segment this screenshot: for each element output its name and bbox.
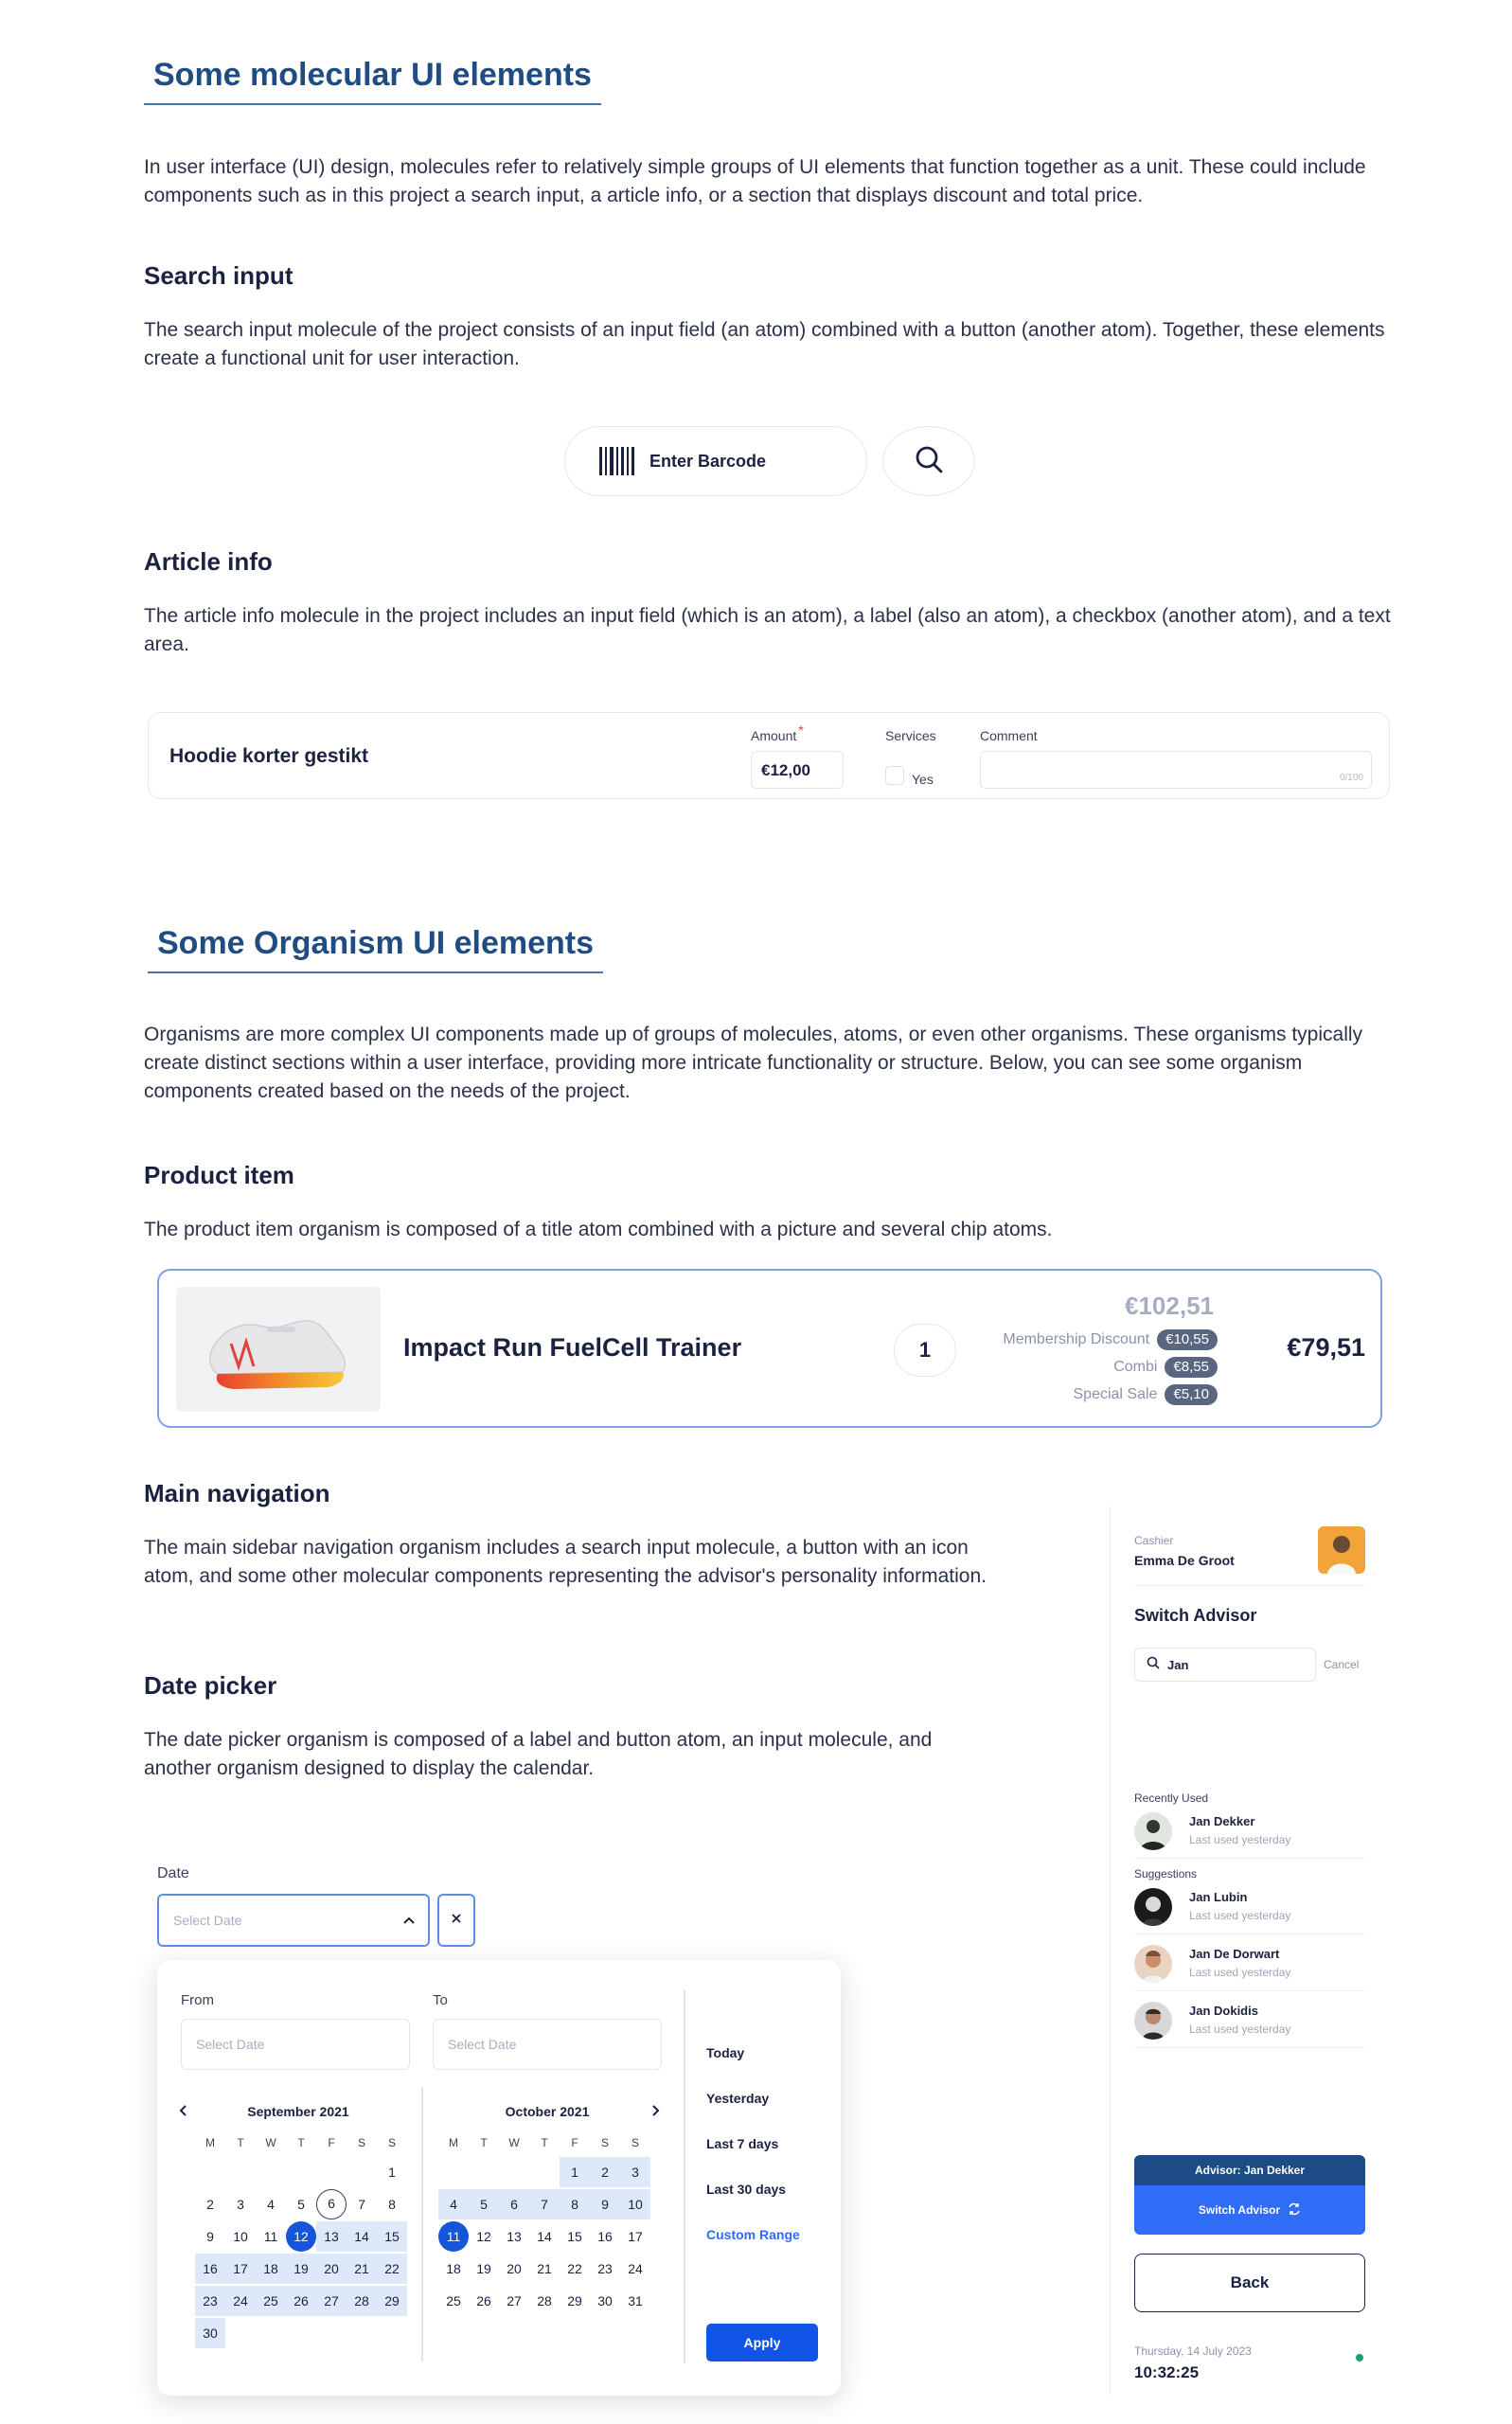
from-label: From bbox=[181, 1992, 214, 2008]
advisor-name: Jan De Dorwart bbox=[1189, 1947, 1280, 1961]
calendar-day[interactable]: 3 bbox=[620, 2157, 650, 2187]
weekday-label: T bbox=[541, 2136, 548, 2149]
calendar-day[interactable]: 17 bbox=[225, 2254, 256, 2284]
calendar-day[interactable]: 1 bbox=[560, 2157, 590, 2187]
calendar-day[interactable]: 28 bbox=[537, 2293, 552, 2308]
comment-counter: 0/100 bbox=[1339, 773, 1363, 783]
article-info-heading: Article info bbox=[144, 547, 273, 576]
calendar-day[interactable]: 2 bbox=[206, 2197, 214, 2212]
weekday-label: S bbox=[357, 2136, 365, 2149]
product-name: Impact Run FuelCell Trainer bbox=[403, 1333, 742, 1362]
cashier-label: Cashier bbox=[1134, 1534, 1174, 1547]
main-navigation-description: The main sidebar navigation organism includes a search input molecule, a button with an icon atom, and some other molecular components representing the advisor's personality information. bbox=[144, 1537, 987, 1587]
calendar-day[interactable]: 17 bbox=[628, 2229, 643, 2244]
to-placeholder: Select Date bbox=[448, 2037, 517, 2052]
calendar-day[interactable]: 20 bbox=[507, 2261, 522, 2276]
calendar-day[interactable]: 23 bbox=[195, 2286, 225, 2316]
advisor-avatar bbox=[1134, 1812, 1172, 1850]
calendar-day[interactable]: 19 bbox=[476, 2261, 491, 2276]
calendar-day[interactable]: 24 bbox=[225, 2286, 256, 2316]
calendar-day[interactable]: 6 bbox=[499, 2189, 529, 2219]
chevron-right-icon[interactable] bbox=[649, 2104, 661, 2122]
sidebar-divider bbox=[1134, 1990, 1365, 1991]
calendar-day[interactable]: 25 bbox=[256, 2286, 286, 2316]
calendar-day[interactable]: 22 bbox=[377, 2254, 407, 2284]
calendar-day[interactable]: 25 bbox=[446, 2293, 461, 2308]
chevron-up-icon bbox=[401, 1913, 417, 1931]
chevron-left-icon[interactable] bbox=[178, 2104, 189, 2122]
cashier-avatar-icon bbox=[1318, 1526, 1365, 1574]
calendar-day[interactable]: 16 bbox=[597, 2229, 613, 2244]
advisor-list-item[interactable] bbox=[1134, 1886, 1365, 1928]
preset-divider bbox=[684, 1990, 685, 2363]
sidebar-divider bbox=[1134, 1585, 1365, 1586]
weekday-label: T bbox=[237, 2136, 244, 2149]
back-button[interactable]: Back bbox=[1134, 2254, 1365, 2312]
calendar-day[interactable]: 24 bbox=[628, 2261, 643, 2276]
discount-label: Special Sale bbox=[1073, 1386, 1158, 1402]
calendar-day[interactable]: 18 bbox=[446, 2261, 461, 2276]
advisor-last-used: Last used yesterday bbox=[1189, 1833, 1291, 1846]
advisor-avatar bbox=[1134, 2002, 1172, 2040]
apply-button[interactable]: Apply bbox=[706, 2324, 818, 2362]
sidebar-divider bbox=[1134, 1858, 1365, 1859]
discount-chip: €8,55 bbox=[1165, 1357, 1218, 1378]
calendar-day[interactable]: 28 bbox=[347, 2286, 377, 2316]
calendar-day[interactable]: 21 bbox=[537, 2261, 552, 2276]
services-option: Yes bbox=[912, 772, 934, 787]
discount-row bbox=[1074, 1384, 1218, 1405]
calendar-day[interactable]: 10 bbox=[620, 2189, 650, 2219]
advisor-name: Jan Dokidis bbox=[1189, 2004, 1258, 2018]
recently-used-label: Recently Used bbox=[1134, 1791, 1209, 1805]
preset-today[interactable]: Today bbox=[706, 2045, 745, 2060]
original-price: €102,51 bbox=[1125, 1292, 1214, 1320]
calendar-day[interactable]: 20 bbox=[316, 2254, 347, 2284]
left-month-title: September 2021 bbox=[247, 2104, 349, 2119]
calendar-day[interactable]: 14 bbox=[347, 2221, 377, 2252]
search-icon bbox=[914, 444, 944, 479]
preset-last-30-days[interactable]: Last 30 days bbox=[706, 2182, 787, 2197]
barcode-placeholder: Enter Barcode bbox=[649, 451, 767, 471]
amount-label: Amount * bbox=[751, 722, 804, 743]
calendar-day[interactable]: 7 bbox=[358, 2197, 365, 2212]
calendar-day[interactable]: 6 bbox=[316, 2189, 347, 2219]
calendar-day[interactable]: 11 bbox=[438, 2221, 469, 2252]
suggestions-label: Suggestions bbox=[1134, 1867, 1198, 1880]
calendar-day[interactable]: 16 bbox=[195, 2254, 225, 2284]
comment-label: Comment bbox=[980, 728, 1038, 743]
article-info-card bbox=[148, 712, 1390, 799]
cashier-name: Emma De Groot bbox=[1134, 1553, 1235, 1568]
date-select-placeholder: Select Date bbox=[173, 1913, 242, 1928]
services-checkbox[interactable] bbox=[885, 766, 904, 785]
calendar-day[interactable]: 5 bbox=[469, 2189, 499, 2219]
calendar-day[interactable]: 27 bbox=[316, 2286, 347, 2316]
status-indicator bbox=[1356, 2354, 1363, 2362]
date-select-field[interactable] bbox=[157, 1894, 430, 1947]
date-picker-panel bbox=[157, 1960, 841, 2396]
barcode-search-field[interactable] bbox=[564, 426, 867, 496]
sidebar-border bbox=[1110, 1506, 1111, 2396]
cancel-link[interactable]: Cancel bbox=[1324, 1658, 1360, 1671]
to-label: To bbox=[433, 1992, 448, 2008]
advisor-last-used: Last used yesterday bbox=[1189, 1966, 1291, 1979]
calendar-day[interactable]: 22 bbox=[567, 2261, 582, 2276]
calendar-day[interactable]: 21 bbox=[347, 2254, 377, 2284]
product-item-description: The product item organism is composed of a title atom combined with a picture and several chip atoms. bbox=[144, 1219, 1053, 1240]
calendar-day[interactable]: 29 bbox=[377, 2286, 407, 2316]
barcode-icon bbox=[597, 445, 635, 477]
calendar-day[interactable]: 4 bbox=[438, 2189, 469, 2219]
advisor-name: Jan Dekker bbox=[1189, 1814, 1255, 1828]
weekday-label: M bbox=[449, 2136, 458, 2149]
calendar-day[interactable]: 13 bbox=[507, 2229, 522, 2244]
calendar-day[interactable]: 31 bbox=[628, 2293, 643, 2308]
from-date-input[interactable] bbox=[181, 2019, 410, 2070]
advisor-last-used: Last used yesterday bbox=[1189, 1909, 1291, 1922]
weekday-label: S bbox=[631, 2136, 639, 2149]
calendar-day[interactable]: 8 bbox=[388, 2197, 396, 2212]
advisor-name: Jan Lubin bbox=[1189, 1890, 1248, 1904]
calendar-day[interactable]: 10 bbox=[233, 2229, 248, 2244]
calendar-day[interactable]: 12 bbox=[476, 2229, 491, 2244]
calendar-day[interactable]: 5 bbox=[297, 2197, 305, 2212]
shoe-icon bbox=[176, 1287, 381, 1412]
weekday-label: S bbox=[600, 2136, 609, 2149]
left-calendar-grid bbox=[195, 2136, 407, 2363]
preset-custom-range[interactable]: Custom Range bbox=[706, 2227, 800, 2242]
calendar-day[interactable]: 8 bbox=[560, 2189, 590, 2219]
date-picker-description: The date picker organism is composed of a label and button atom, an input molecule, and another organism designed to display the calendar. bbox=[144, 1729, 933, 1779]
calendar-day[interactable]: 19 bbox=[286, 2254, 316, 2284]
weekday-label: W bbox=[508, 2136, 520, 2149]
preset-yesterday[interactable]: Yesterday bbox=[706, 2091, 770, 2106]
product-item-heading: Product item bbox=[144, 1161, 294, 1189]
advisor-banner: Advisor: Jan Dekker bbox=[1134, 2155, 1365, 2185]
calendar-day[interactable]: 13 bbox=[316, 2221, 347, 2252]
advisor-list-item[interactable] bbox=[1134, 1810, 1365, 1852]
discount-chip: €10,55 bbox=[1157, 1329, 1218, 1350]
calendar-day[interactable]: 30 bbox=[195, 2318, 225, 2348]
calendar-day[interactable]: 30 bbox=[597, 2293, 613, 2308]
advisor-search-input[interactable] bbox=[1134, 1648, 1316, 1682]
product-image bbox=[176, 1287, 381, 1412]
calendar-day[interactable]: 9 bbox=[206, 2229, 214, 2244]
discount-chip: €5,10 bbox=[1165, 1384, 1218, 1405]
discount-row bbox=[1113, 1357, 1218, 1378]
calendar-day[interactable]: 1 bbox=[388, 2165, 396, 2180]
total-price: €79,51 bbox=[1287, 1333, 1365, 1362]
calendar-day[interactable]: 4 bbox=[267, 2197, 275, 2212]
organism-intro: Organisms are more complex UI components made up of groups of molecules, atoms, or even other organisms. These organisms typically create distinct sections within a user interface, providing more intricate functionality or structure. Below, you can see some organism components created based on the needs of the project. bbox=[144, 1024, 1363, 1102]
molecular-intro: In user interface (UI) design, molecules refer to relatively simple groups of UI elements that function together as a unit. These could include components such as in this project a search input, a article info, or a section that displays discount and total price. bbox=[144, 156, 1366, 206]
preset-last-7-days[interactable]: Last 7 days bbox=[706, 2136, 779, 2151]
weekday-label: T bbox=[480, 2136, 488, 2149]
quantity-stepper[interactable]: 1 bbox=[894, 1324, 956, 1377]
switch-advisor-button[interactable] bbox=[1134, 2185, 1365, 2235]
current-time: 10:32:25 bbox=[1134, 2363, 1200, 2381]
date-label: Date bbox=[157, 1865, 189, 1881]
search-input-heading: Search input bbox=[144, 261, 294, 290]
sidebar-divider bbox=[1134, 2047, 1365, 2048]
calendar-day[interactable]: 27 bbox=[507, 2293, 522, 2308]
discount-label: Combi bbox=[1113, 1359, 1158, 1375]
weekday-label: F bbox=[328, 2136, 335, 2149]
calendar-day[interactable]: 23 bbox=[597, 2261, 613, 2276]
right-month-title: October 2021 bbox=[505, 2104, 590, 2119]
calendar-day[interactable]: 3 bbox=[237, 2197, 244, 2212]
article-name: Hoodie korter gestikt bbox=[169, 745, 369, 767]
swap-icon bbox=[1288, 2202, 1301, 2219]
advisor-search-value: Jan bbox=[1167, 1657, 1189, 1672]
advisor-switch-card bbox=[1134, 2155, 1365, 2235]
calendar-day[interactable]: 15 bbox=[377, 2221, 407, 2252]
advisor-list-item[interactable] bbox=[1134, 1943, 1365, 1985]
weekday-label: W bbox=[265, 2136, 276, 2149]
calendar-day[interactable]: 18 bbox=[256, 2254, 286, 2284]
amount-input[interactable]: €12,00 bbox=[751, 751, 844, 789]
main-navigation-heading: Main navigation bbox=[144, 1479, 330, 1507]
calendar-day[interactable]: 14 bbox=[537, 2229, 552, 2244]
weekday-label: M bbox=[205, 2136, 215, 2149]
weekday-label: T bbox=[297, 2136, 305, 2149]
close-icon bbox=[451, 1912, 462, 1929]
from-placeholder: Select Date bbox=[196, 2037, 265, 2052]
to-date-input[interactable] bbox=[433, 2019, 662, 2070]
current-date: Thursday, 14 July 2023 bbox=[1134, 2344, 1252, 2358]
switch-advisor-label: Switch Advisor bbox=[1198, 2203, 1281, 2217]
weekday-label: F bbox=[571, 2136, 578, 2149]
cashier-avatar bbox=[1318, 1526, 1365, 1574]
clear-date-button[interactable] bbox=[437, 1894, 475, 1947]
calendar-divider bbox=[421, 2087, 423, 2362]
advisor-list-item[interactable] bbox=[1134, 2000, 1365, 2041]
discount-row bbox=[1003, 1329, 1218, 1350]
advisor-last-used: Last used yesterday bbox=[1189, 2023, 1291, 2036]
calendar-day[interactable]: 29 bbox=[567, 2293, 582, 2308]
search-button[interactable] bbox=[882, 426, 975, 496]
switch-advisor-title: Switch Advisor bbox=[1134, 1606, 1257, 1625]
advisor-avatar bbox=[1134, 1888, 1172, 1926]
comment-textarea[interactable] bbox=[980, 751, 1372, 789]
discount-label: Membership Discount bbox=[1003, 1331, 1150, 1347]
search-input-description: The search input molecule of the project consists of an input field (an atom) combined with a button (another atom). Together, these elements create a functional unit for user interaction. bbox=[144, 319, 1385, 369]
calendar-day[interactable]: 7 bbox=[529, 2189, 560, 2219]
calendar-day[interactable]: 15 bbox=[567, 2229, 582, 2244]
organism-title: Some Organism UI elements bbox=[148, 925, 603, 973]
article-info-description: The article info molecule in the project includes an input field (which is an atom), a label (also an atom), a checkbox (another atom), and a text area. bbox=[144, 605, 1391, 655]
calendar-day[interactable]: 9 bbox=[590, 2189, 620, 2219]
calendar-day[interactable]: 26 bbox=[286, 2286, 316, 2316]
molecular-title: Some molecular UI elements bbox=[144, 57, 601, 105]
weekday-label: S bbox=[387, 2136, 396, 2149]
product-item-card[interactable] bbox=[157, 1269, 1382, 1428]
services-label: Services bbox=[885, 728, 936, 743]
calendar-day[interactable]: 26 bbox=[476, 2293, 491, 2308]
advisor-avatar bbox=[1134, 1945, 1172, 1983]
search-icon bbox=[1147, 1656, 1160, 1674]
right-calendar-grid bbox=[438, 2136, 650, 2363]
calendar-day[interactable]: 11 bbox=[263, 2229, 278, 2244]
calendar-day[interactable]: 2 bbox=[590, 2157, 620, 2187]
date-picker-heading: Date picker bbox=[144, 1671, 277, 1700]
calendar-day[interactable]: 12 bbox=[286, 2221, 316, 2252]
